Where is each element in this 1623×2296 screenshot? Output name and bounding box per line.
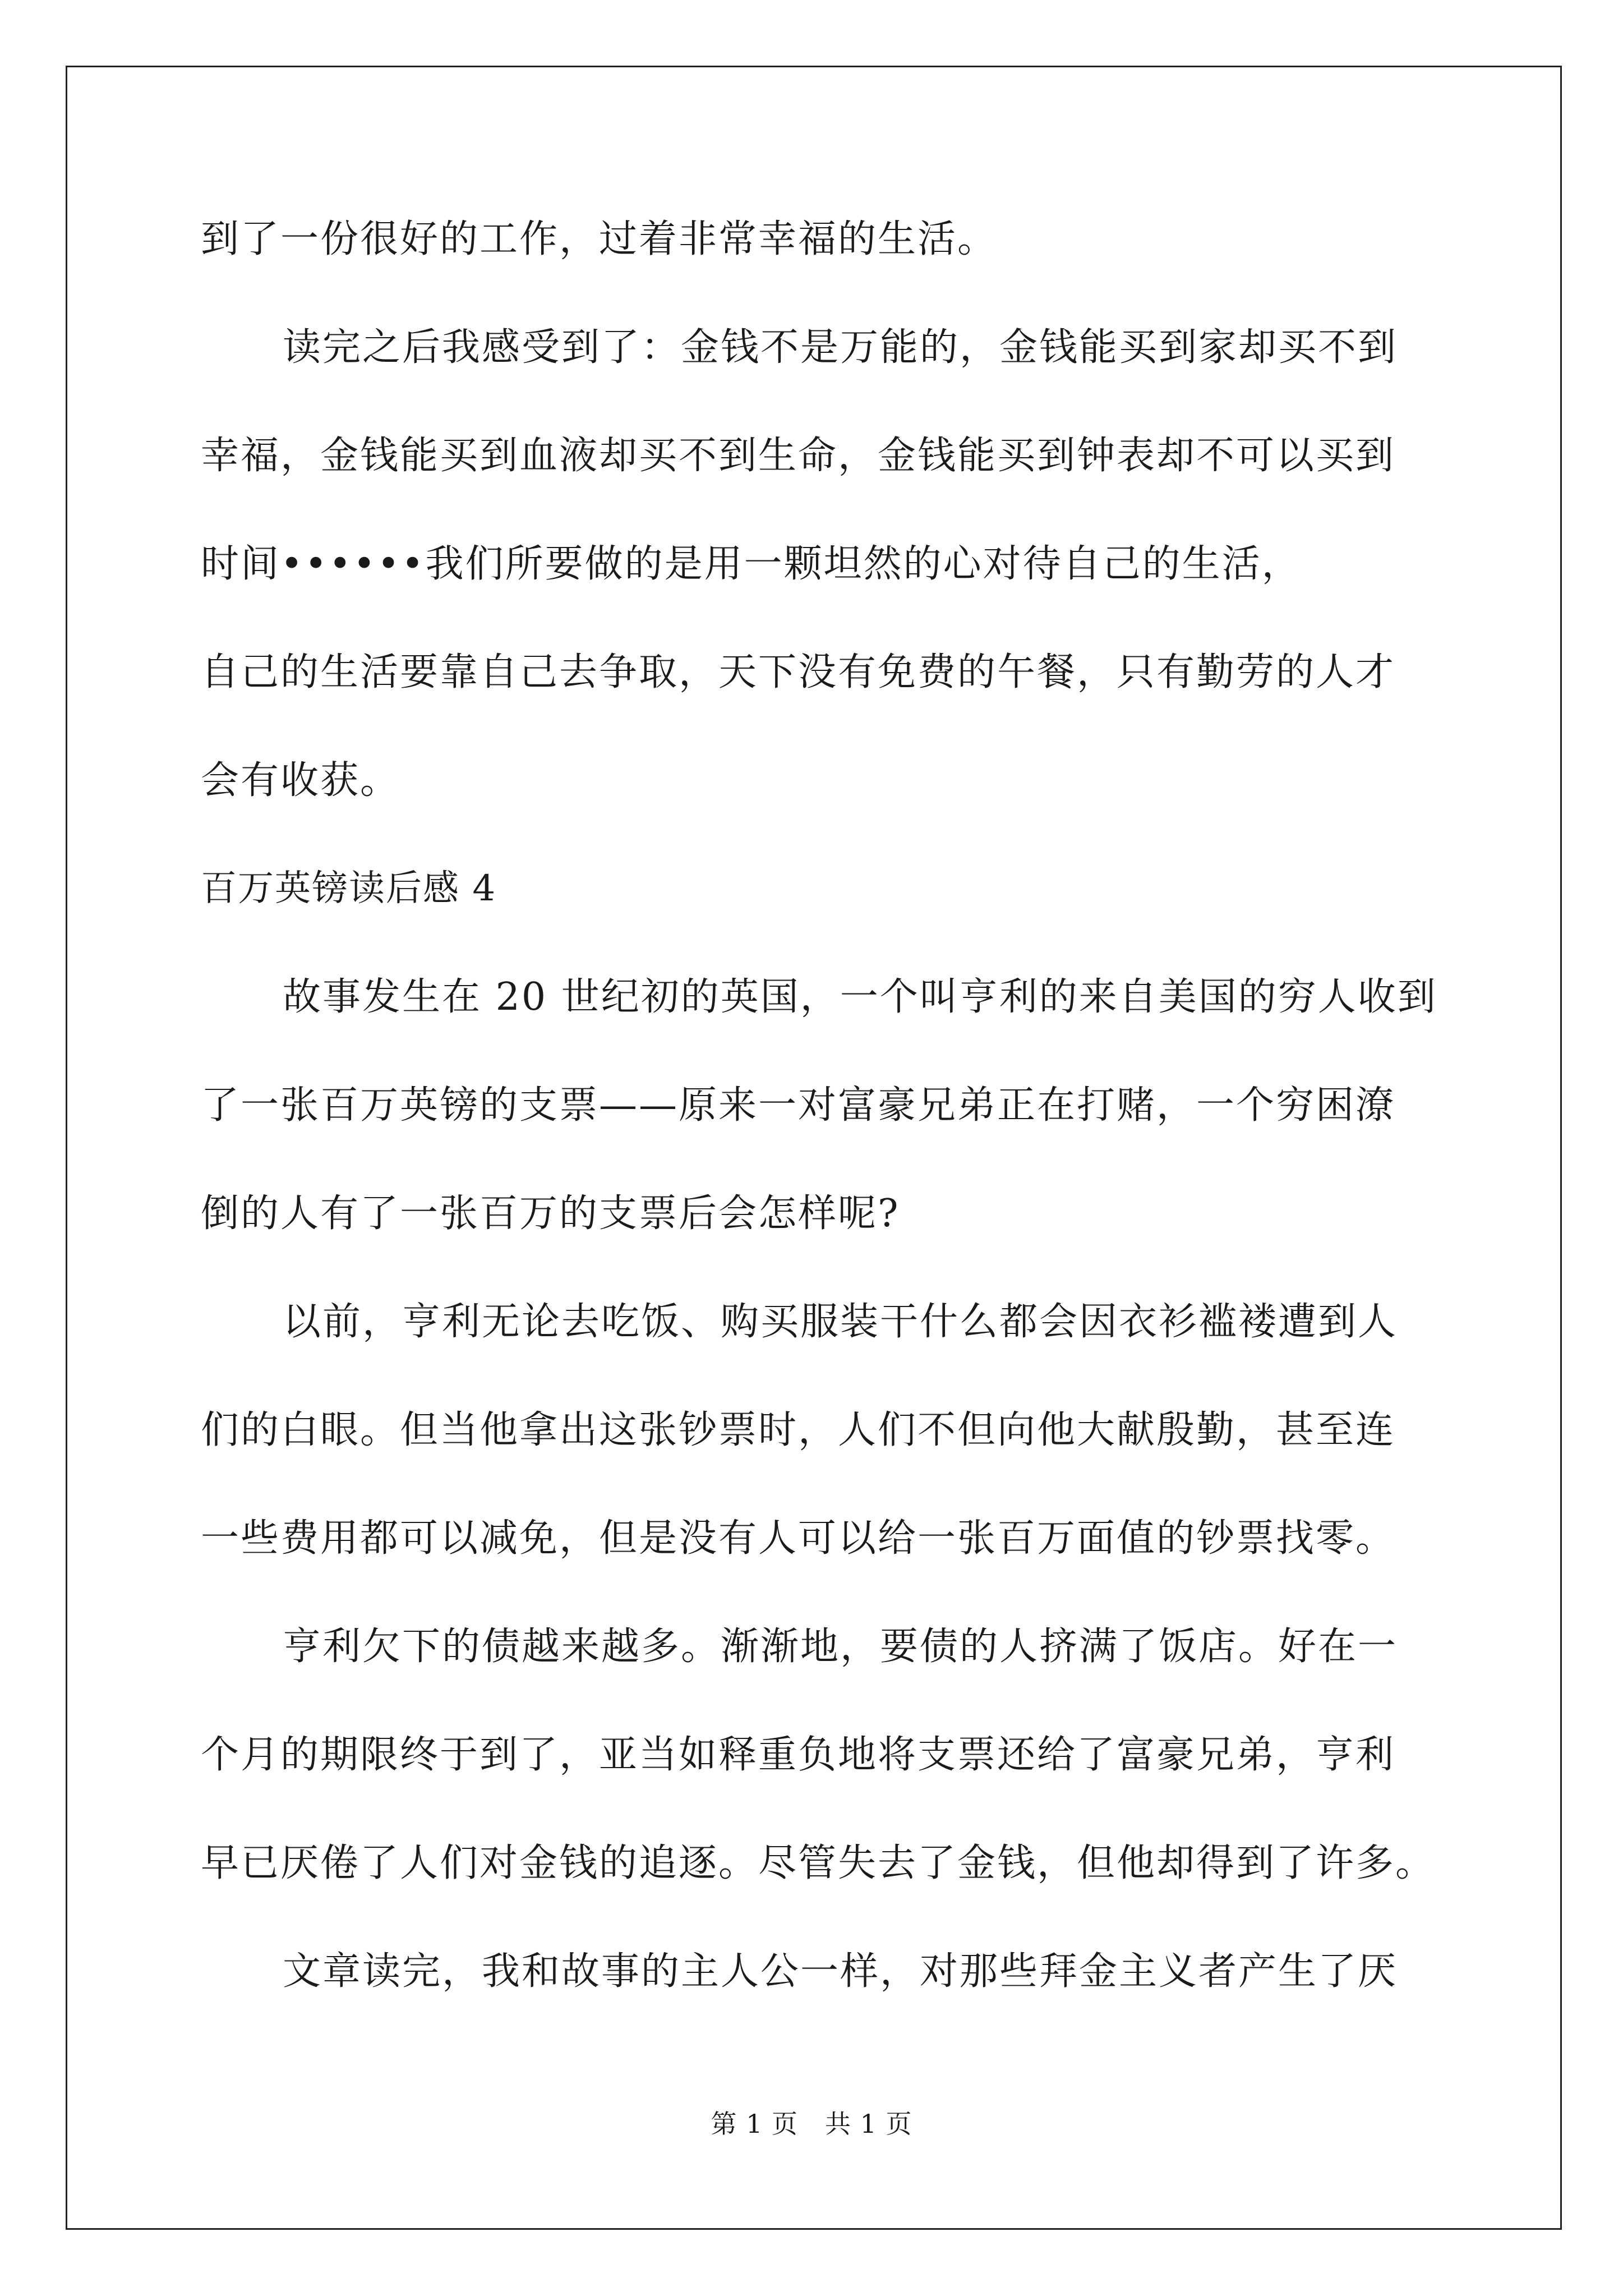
text-line: 一些费用都可以减免，但是没有人可以给一张百万面值的钞票找零。 [201, 1516, 1396, 1561]
text-line: 幸福，金钱能买到血液却买不到生命，金钱能买到钟表却不可以买到 [201, 434, 1396, 478]
text-line: 倒的人有了一张百万的支票后会怎样呢? [201, 1191, 900, 1236]
text-line: 文章读完，我和故事的主人公一样，对那些拜金主义者产生了厌 [283, 1949, 1398, 1994]
text-line: 早已厌倦了人们对金钱的追逐。尽管失去了金钱，但他却得到了许多。 [201, 1841, 1436, 1885]
text-line: 时间••••••我们所要做的是用一颗坦然的心对待自己的生活， [201, 542, 1302, 586]
text-line: 到了一份很好的工作，过着非常幸福的生活。 [201, 217, 998, 261]
text-line: 自己的生活要靠自己去争取，天下没有免费的午餐，只有勤劳的人才 [201, 650, 1396, 694]
page-footer [0, 2104, 1623, 2141]
text-line: 故事发生在 20 世纪初的英国，一个叫亨利的来自美国的穷人收到 [283, 975, 1437, 1019]
page-total: 共 1 页 [825, 2109, 912, 2139]
text-line: 会有收获。 [201, 758, 400, 803]
document-body [201, 185, 1451, 2026]
text-line: 们的白眼。但当他拿出这张钞票时，人们不但向他大献殷勤，甚至连 [201, 1408, 1396, 1452]
page-number: 第 1 页 [711, 2109, 798, 2139]
section-heading: 百万英镑读后感 4 [201, 868, 497, 909]
text-line: 读完之后我感受到了：金钱不是万能的，金钱能买到家却买不到 [283, 325, 1398, 370]
text-line: 了一张百万英镑的支票——原来一对富豪兄弟正在打赌，一个穷困潦 [201, 1083, 1396, 1128]
text-line: 以前，亨利无论去吃饭、购买服装干什么都会因衣衫褴褛遭到人 [283, 1300, 1398, 1344]
text-line: 个月的期限终于到了，亚当如释重负地将支票还给了富豪兄弟，亨利 [201, 1733, 1396, 1777]
text-line: 亨利欠下的债越来越多。渐渐地，要债的人挤满了饭店。好在一 [283, 1625, 1398, 1669]
